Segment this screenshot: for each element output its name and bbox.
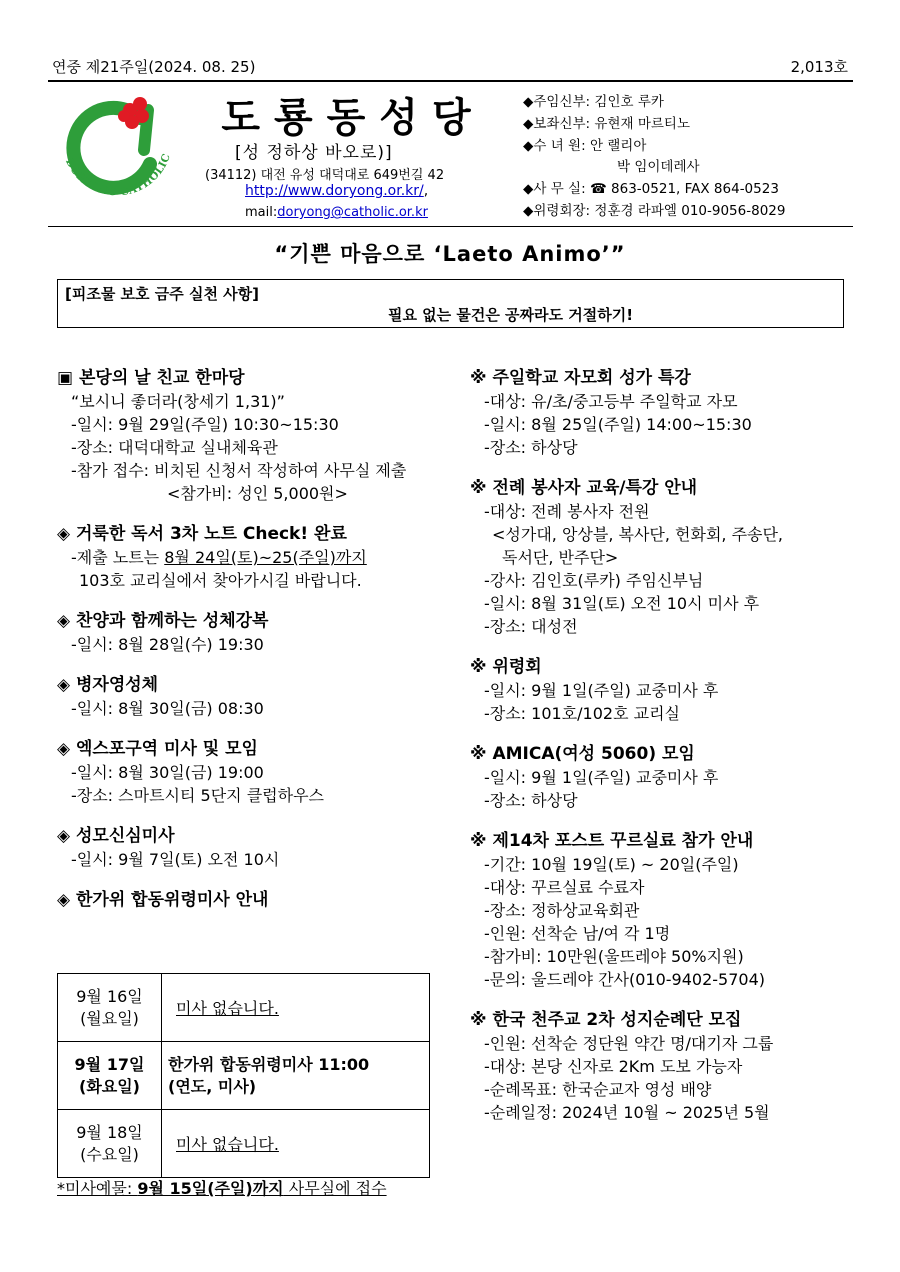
section-heading: ◈ 엑스포구역 미사 및 모임 (57, 739, 258, 759)
note-deadline: 9월 15일(주일)까지 (137, 1179, 284, 1198)
deadline-text: 8월 24일(토)~25(주일)까지 (164, 548, 367, 567)
note-fragment: *미사예물: (57, 1179, 138, 1198)
note-fragment: 사무실에 접수 (283, 1179, 387, 1198)
text-line: -일시: 8월 25일(주일) 14:00~15:30 (484, 415, 752, 434)
staff-row (523, 179, 785, 201)
mass-text: 한가위 합동위령미사 11:00 (168, 1054, 370, 1074)
staff-row (523, 157, 785, 179)
date-text: 9월 16일 (76, 986, 143, 1006)
section-heading: ※ AMICA(여성 5060) 모임 (470, 744, 695, 764)
mass-subtext: (연도, 미사) (168, 1076, 257, 1096)
section-heading: ◈ 한가위 합동위령미사 안내 (57, 890, 269, 910)
weekday-text: (화요일) (79, 1076, 140, 1096)
table-date-cell (58, 1042, 162, 1110)
staff-value: 정훈경 라파엘 010-9056-8029 (594, 202, 786, 219)
text-line: -일시: 9월 1일(주일) 교중미사 후 (484, 681, 719, 700)
mail-line (245, 205, 428, 220)
parish-title: 도룡동성당 (221, 95, 485, 141)
text-line: -대상: 꾸르실료 수료자 (484, 878, 645, 897)
text-line: -일시: 9월 29일(주일) 10:30~15:30 (71, 415, 339, 434)
offering-note (57, 1176, 387, 1199)
text-line (57, 546, 457, 569)
text-line: -장소: 정하상교육회관 (484, 901, 640, 920)
weekday-text: (수요일) (80, 1144, 139, 1164)
header-divider (48, 226, 853, 227)
text-line: <성가대, 앙상블, 복사단, 헌화회, 주송단, (492, 525, 784, 544)
staff-row (523, 201, 785, 223)
staff-value: 안 랠리아 (589, 137, 647, 154)
parish-address: (34112) 대전 유성 대덕대로 649번길 42 (205, 168, 445, 183)
table-date-cell (58, 974, 162, 1042)
text-line: -장소: 스마트시티 5단지 클럽하우스 (71, 786, 324, 805)
table-row (58, 974, 430, 1042)
notice-box (57, 279, 844, 328)
staff-label: ◆위령회장: (523, 202, 591, 219)
text-line: -인원: 선착순 정단원 약간 명/대기자 그룹 (484, 1034, 774, 1053)
mail-link[interactable]: doryong@catholic.or.kr (277, 205, 428, 220)
mass-text: 미사 없습니다. (176, 999, 279, 1018)
date-text: 9월 18일 (76, 1122, 143, 1142)
motto: “기쁜 마음으로 ‘Laeto Animo’” (274, 242, 626, 266)
staff-label: ◆보좌신부: (523, 115, 591, 132)
parish-logo (52, 80, 182, 220)
issue-number: 2,013호 (790, 58, 848, 76)
staff-row (523, 136, 785, 158)
parish-patron: [성 정하상 바오로)] (235, 143, 393, 163)
staff-value: 김인호 루카 (594, 94, 664, 110)
section-heading: ※ 위령회 (470, 657, 542, 677)
text-line: -참가비: 10만원(울뜨레야 50%지원) (484, 947, 744, 966)
table-text-cell (162, 1110, 430, 1178)
mass-text: 미사 없습니다. (176, 1135, 279, 1154)
section-heading: ◈ 성모신심미사 (57, 826, 175, 846)
date-line: 연중 제21주일(2024. 08. 25) (52, 58, 256, 76)
staff-label: ◆수 녀 원: (523, 137, 586, 154)
text-line: -참가 접수: 비치된 신청서 작성하여 사무실 제출 (71, 461, 407, 480)
text-line: 103호 교리실에서 찾아가시길 바랍니다. (79, 571, 362, 590)
text-line: -장소: 101호/102호 교리실 (484, 704, 680, 723)
section-heading: ※ 제14차 포스트 꾸르실료 참가 안내 (470, 831, 754, 851)
text-line: -강사: 김인호(루카) 주임신부님 (484, 571, 704, 590)
left-column (57, 367, 457, 912)
text-line: -인원: 선착순 남/여 각 1명 (484, 924, 671, 943)
mass-schedule-table (57, 973, 430, 1178)
text-line: -장소: 하상당 (484, 438, 578, 457)
website-comma: , (423, 183, 429, 199)
text-line: -순례일정: 2024년 10월 ~ 2025년 5월 (484, 1103, 770, 1122)
logo-text: DORYONG CATHOLIC (62, 151, 173, 199)
right-column (470, 367, 855, 1124)
table-date-cell (58, 1110, 162, 1178)
section-heading: ※ 한국 천주교 2차 성지순례단 모집 (470, 1010, 742, 1030)
text-line: -일시: 8월 30일(금) 19:00 (71, 763, 264, 782)
text-line: -대상: 본당 신자로 2Km 도보 가능자 (484, 1057, 743, 1076)
text-line: -일시: 9월 1일(주일) 교중미사 후 (484, 768, 719, 787)
date-text: 9월 17일 (74, 1054, 145, 1074)
text-line: <참가비: 성인 5,000원> (167, 484, 348, 503)
website-line (245, 183, 428, 199)
staff-label: ◆주임신부: (523, 94, 591, 110)
notice-text: 필요 없는 물건은 공짜라도 거절하기! (387, 306, 634, 324)
text-line: -일시: 9월 7일(토) 오전 10시 (71, 850, 280, 869)
section-heading: ▣ 본당의 날 친교 한마당 (57, 368, 245, 388)
text-line: -일시: 8월 28일(수) 19:30 (71, 635, 264, 654)
notice-title: [피조물 보호 금주 실천 사항] (65, 285, 259, 303)
text-line: “보시니 좋더라(창세기 1,31)” (71, 392, 285, 411)
section-heading: ◈ 거룩한 독서 3차 노트 Check! 완료 (57, 524, 347, 544)
staff-list (523, 92, 785, 223)
section-heading: ◈ 병자영성체 (57, 675, 159, 695)
text-line: -일시: 8월 30일(금) 08:30 (71, 699, 264, 718)
text-line: 독서단, 반주단> (502, 548, 619, 567)
text-line: -일시: 8월 31일(토) 오전 10시 미사 후 (484, 594, 760, 613)
text-line: -장소: 하상당 (484, 791, 578, 810)
mail-label: mail: (245, 205, 278, 220)
text-line: -장소: 대덕대학교 실내체육관 (71, 438, 278, 457)
staff-value: 박 임이데레사 (617, 159, 700, 176)
table-row (58, 1110, 430, 1178)
table-text-cell (162, 974, 430, 1042)
staff-value: 유현재 마르티노 (594, 115, 690, 132)
text-line: -문의: 울드레야 간사(010-9402-5704) (484, 970, 765, 989)
table-text-cell (162, 1042, 430, 1110)
staff-label: ◆사 무 실: (523, 181, 586, 198)
weekday-text: (월요일) (80, 1008, 139, 1028)
text-line: -순례목표: 한국순교자 영성 배양 (484, 1080, 712, 1099)
section-heading: ※ 주일학교 자모회 성가 특강 (470, 368, 691, 388)
staff-value: ☎ 863-0521, FAX 864-0523 (589, 181, 779, 198)
text-line: -대상: 전례 봉사자 전원 (484, 502, 650, 521)
section-heading: ◈ 찬양과 함께하는 성체강복 (57, 611, 269, 631)
website-link[interactable]: http://www.doryong.or.kr/ (245, 183, 424, 199)
table-row (58, 1042, 430, 1110)
text-fragment: -제출 노트는 (71, 548, 165, 567)
text-line: -기간: 10월 19일(토) ~ 20일(주일) (484, 855, 739, 874)
staff-row (523, 92, 785, 114)
text-line: -장소: 대성전 (484, 617, 578, 636)
staff-row (523, 114, 785, 136)
section-heading: ※ 전례 봉사자 교육/특강 안내 (470, 478, 698, 498)
text-line: -대상: 유/초/중고등부 주일학교 자모 (484, 392, 738, 411)
